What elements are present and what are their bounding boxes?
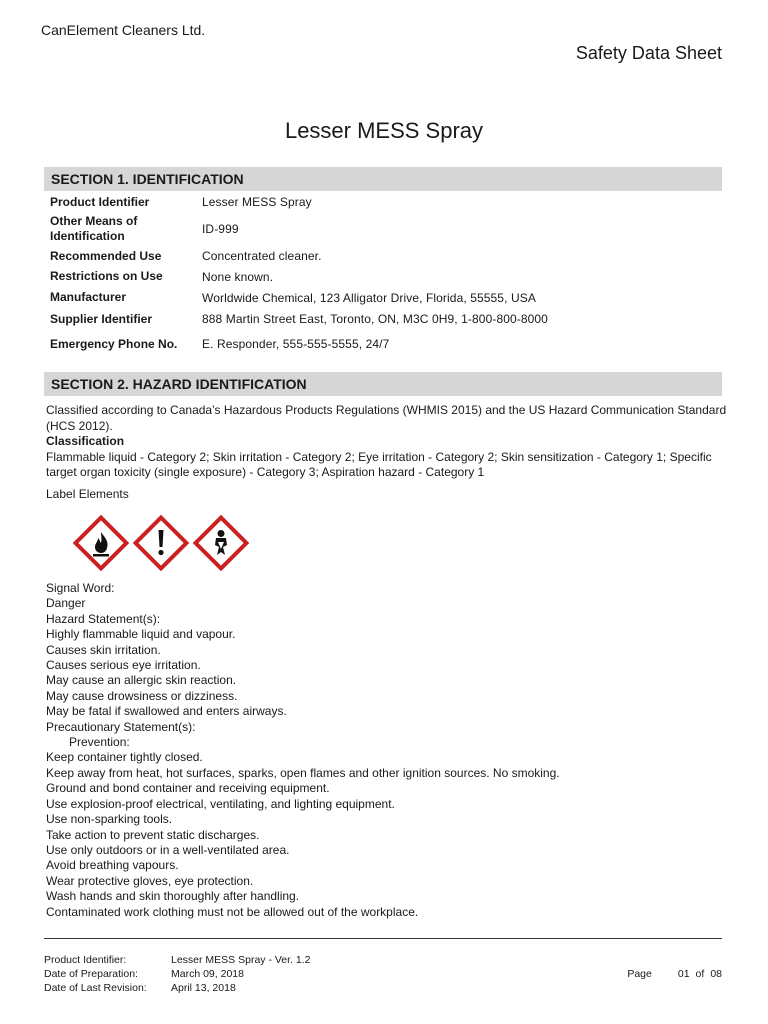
- page-of-label: of: [695, 968, 705, 980]
- statement-line: Use non-sparking tools.: [46, 812, 173, 827]
- statement-line: May be fatal if swallowed and enters airways.: [46, 704, 287, 719]
- statement-line: Use explosion-proof electrical, ventilating, and lighting equipment.: [46, 796, 395, 811]
- product-title: Lesser MESS Spray: [284, 118, 484, 143]
- section-2-header: SECTION 2. HAZARD IDENTIFICATION: [44, 372, 722, 396]
- statement-line: Keep away from heat, hot surfaces, sparks, open flames and other ignition sources. No smoking.: [46, 765, 560, 780]
- id-value: 888 Martin Street East, Toronto, ON, M3C 0H9, 1-800-800-8000: [202, 312, 548, 326]
- statement-line: Use only outdoors or in a well-ventilated area.: [46, 842, 290, 857]
- identification-table: [50, 192, 720, 358]
- footer-row: [44, 953, 722, 967]
- footer-key: Date of Last Revision:: [44, 982, 147, 994]
- footer-value: Lesser MESS Spray - Ver. 1.2: [171, 954, 311, 966]
- footer-divider: [44, 938, 722, 939]
- id-key: Product Identifier: [50, 194, 150, 209]
- statement-line: Hazard Statement(s):: [46, 611, 161, 626]
- id-key: Manufacturer: [50, 290, 127, 304]
- classification-heading: Classification: [46, 434, 125, 449]
- classification-text: Flammable liquid - Category 2; Skin irritation - Category 2; Eye irritation - Category 2; Skin sensitization - Category 1; Specific target organ toxicity (single exposure) - Category 3; Aspiration hazard - Category 1: [46, 449, 712, 480]
- id-key: Other Means of Identification: [50, 214, 138, 243]
- statement-line: Avoid breathing vapours.: [46, 858, 179, 873]
- statement-line: Wear protective gloves, eye protection.: [46, 873, 254, 888]
- exclamation-pictogram-icon: [132, 514, 190, 572]
- footer-key: Product Identifier:: [44, 954, 127, 966]
- id-row-recommended-use: [50, 246, 720, 266]
- company-name: CanElement Cleaners Ltd.: [41, 22, 206, 38]
- section-1-header: SECTION 1. IDENTIFICATION: [44, 167, 722, 191]
- page-total: 08: [710, 968, 722, 980]
- classification-intro: Classified according to Canada’s Hazardous Products Regulations (WHMIS 2015) and the US Hazard Communication Standard (HCS 2012).: [46, 403, 727, 433]
- hazard-statements: [46, 581, 736, 920]
- statement-line: Danger: [46, 596, 86, 611]
- document-type: Safety Data Sheet: [575, 43, 722, 63]
- id-row-product-identifier: [50, 192, 720, 212]
- id-value: Concentrated cleaner.: [202, 249, 322, 263]
- health-hazard-pictogram-icon: [192, 514, 250, 572]
- statement-line: Keep container tightly closed.: [46, 750, 203, 765]
- statement-line: Take action to prevent static discharges.: [46, 827, 260, 842]
- label-elements-heading: Label Elements: [46, 486, 129, 501]
- footer-value: April 13, 2018: [171, 982, 236, 994]
- page-number: [627, 967, 722, 981]
- footer-row: [44, 981, 722, 995]
- flame-pictogram-icon: [72, 514, 130, 572]
- statement-line: Signal Word:: [46, 581, 115, 595]
- id-row-other-means: [50, 212, 720, 246]
- id-value: Lesser MESS Spray: [202, 195, 312, 209]
- statement-subheading: Prevention:: [69, 735, 130, 750]
- id-row-manufacturer: [50, 287, 720, 308]
- id-key: Emergency Phone No.: [50, 336, 178, 351]
- statement-line: Precautionary Statement(s):: [46, 719, 196, 734]
- id-row-supplier: [50, 308, 720, 330]
- statement-line: Ground and bond container and receiving equipment.: [46, 781, 330, 796]
- statement-line: Wash hands and skin thoroughly after handling.: [46, 889, 300, 904]
- statement-line: Causes skin irritation.: [46, 642, 161, 657]
- page-label: Page: [627, 968, 652, 980]
- page-current: 01: [677, 968, 690, 980]
- statement-line: Highly flammable liquid and vapour.: [46, 627, 236, 642]
- statement-line: May cause drowsiness or dizziness.: [46, 688, 238, 703]
- page-footer: [44, 953, 722, 995]
- id-value: E. Responder, 555-555-5555, 24/7: [202, 337, 390, 351]
- footer-value: March 09, 2018: [171, 968, 244, 980]
- footer-key: Date of Preparation:: [44, 968, 138, 980]
- id-key: Restrictions on Use: [50, 269, 163, 283]
- id-value: Worldwide Chemical, 123 Alligator Drive, Florida, 55555, USA: [202, 290, 536, 305]
- statement-line: May cause an allergic skin reaction.: [46, 673, 237, 688]
- id-key: Recommended Use: [50, 248, 162, 263]
- footer-row: [44, 967, 722, 981]
- id-row-restrictions: [50, 266, 720, 287]
- id-row-emergency-phone: [50, 330, 720, 358]
- statement-line: Causes serious eye irritation.: [46, 658, 201, 673]
- id-key: Supplier Identifier: [50, 311, 153, 326]
- id-value: ID-999: [202, 222, 239, 236]
- statement-line: Contaminated work clothing must not be allowed out of the workplace.: [46, 904, 419, 919]
- section-2-body: [46, 403, 736, 503]
- id-value: None known.: [202, 269, 274, 284]
